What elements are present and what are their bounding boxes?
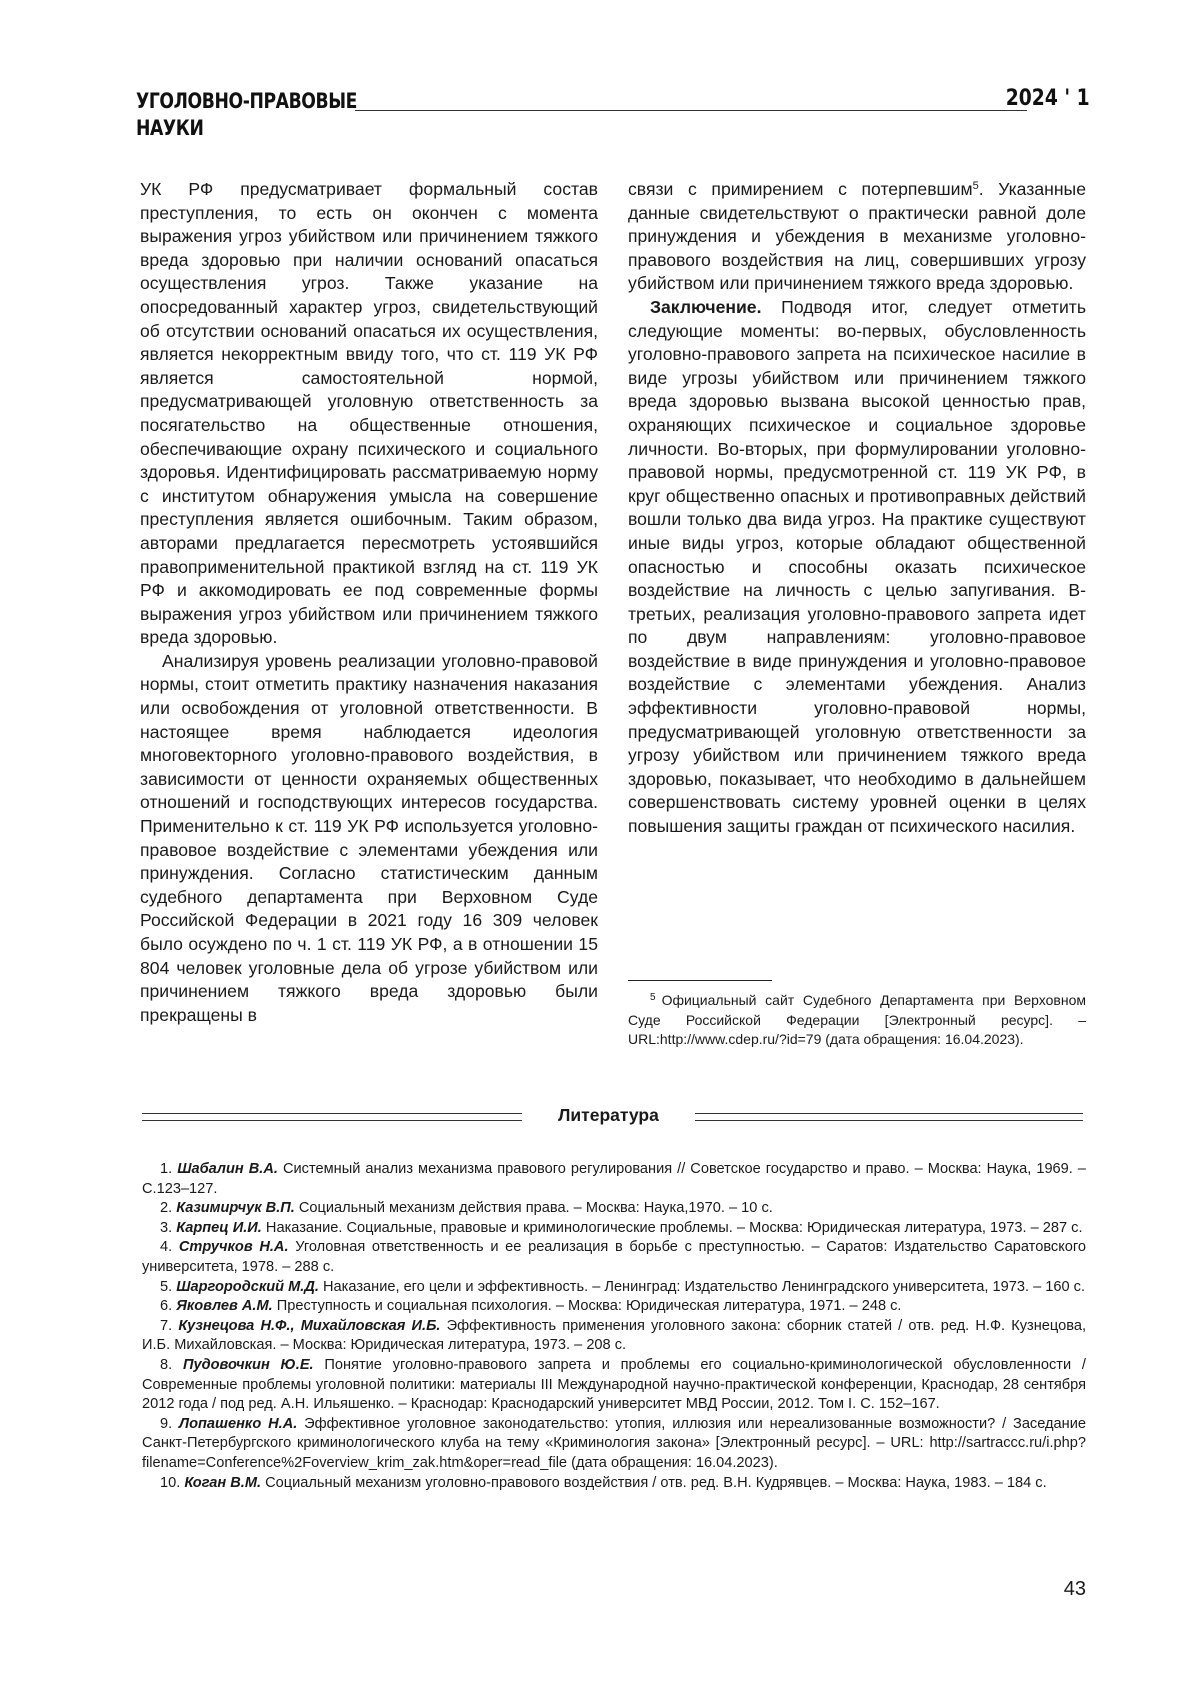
reference-number: 4. [160, 1239, 173, 1256]
right-paragraph-1-text: связи с примирением с потерпевшим [628, 179, 973, 199]
right-paragraph-1 [628, 178, 1086, 296]
right-column [628, 178, 1086, 839]
reference-item [142, 1199, 1086, 1219]
reference-number: 5. [160, 1278, 173, 1295]
header-rule [355, 110, 1027, 111]
reference-author: Шаргородский М.Д. [176, 1278, 319, 1295]
reference-text: Эффективность применения уголовного закона: сборник статей / отв. ред. Н.Ф. Кузнецова, И.Б. Михайловская. – Москва: Юридическая литература, 1973. – 208 с. [142, 1317, 1086, 1354]
section-title [136, 88, 357, 142]
reference-number: 6. [160, 1298, 173, 1315]
footnote-text: Официальный сайт Судебного Департамента при Верховном Суде Российской Федерации [Электронный ресурс]. – URL:http://www.cdep.ru/?id=79 (дата обращения: 16.04.2023). [628, 992, 1086, 1047]
footnote-number: 5 [650, 992, 656, 1003]
reference-item [142, 1415, 1086, 1474]
reference-item [142, 1317, 1086, 1356]
section-title-line2: НАУКИ [136, 116, 204, 140]
reference-author: Карпец И.И. [176, 1219, 262, 1236]
conclusion-lead: Заключение. [650, 296, 762, 317]
reference-author: Казимирчук В.П. [176, 1200, 295, 1217]
reference-text: Эффективное уголовное законодательство: утопия, иллюзия или нереализованные возможности? / Заседание Санкт-Петербургского криминологического клуба на тему «Криминология закона» [Электронный ресурс]. – URL: http://sartraccc.ru/i.php?filename=Conference%2Foverview_krim_zak.htm&oper=read_file (дата обращения: 16.04.2023). [142, 1415, 1086, 1471]
footnote-ref-5[interactable]: 5 [972, 180, 979, 192]
reference-item [142, 1160, 1086, 1199]
reference-text: Уголовная ответственность и ее реализация в борьбе с преступностью. – Саратов: Издательство Саратовского университета, 1978. – 288 с. [142, 1239, 1086, 1275]
reference-author: Пудовочкин Ю.Е. [182, 1356, 314, 1373]
reference-text: Преступность и социальная психология. – Москва: Юридическая литература, 1971. – 248 с. [272, 1298, 902, 1315]
reference-author: Яковлев А.М. [176, 1298, 273, 1315]
reference-item [142, 1238, 1086, 1277]
reference-item [142, 1474, 1086, 1494]
reference-author: Кузнецова Н.Ф., Михайловская И.Б. [178, 1317, 441, 1334]
footnote-rule [628, 980, 772, 981]
literature-bar-left [142, 1113, 522, 1121]
reference-item [142, 1356, 1086, 1415]
left-paragraph-2: Анализируя уровень реализации уголовно-правовой нормы, стоит отметить практику назначения наказания или освобождения от уголовной ответственности. В настоящее время наблюдается идеология многовекторного уголовно-правового воздействия, в зависимости от ценности охраняемых общественных отношений и господствующих интересов государства. Применительно к ст. 119 УК РФ используется уголовно-правовое воздействие с элементами убеждения или принуждения. Согласно статистическим данным судебного департамента при Верховном Суде Российской Федерации в 2021 году 16 309 человек было осуждено по ч. 1 ст. 119 УК РФ, а в отношении 15 804 человек уголовные дела об угрозе убийством или причинением тяжкого вреда здоровью были прекращены в [140, 650, 598, 1025]
reference-author: Коган В.М. [184, 1474, 262, 1491]
footnote [628, 988, 1086, 1050]
reference-text: Социальный механизм действия права. – Москва: Наука,1970. – 10 с. [294, 1200, 773, 1217]
reference-author: Шабалин В.А. [177, 1161, 278, 1177]
left-paragraph-1: УК РФ предусматривает формальный состав преступления, то есть он окончен с момента выражения угроз убийством или причинением тяжкого вреда здоровью при наличии оснований опасаться осуществления угроз. Также указание на опосредованный характер угроз, свидетельствующий об отсутствии оснований опасаться их осуществления, является некорректным ввиду того, что ст. 119 УК РФ является самостоятельной нормой, предусматривающей уголовную ответственность за посягательство на общественные отношения, обеспечивающие охрану психического и социального здоровья. Идентифицировать рассматриваемую норму с институтом обнаружения умысла на совершение преступления является ошибочным. Таким образом, авторами предлагается пересмотреть устоявшийся правоприменительной практикой взгляд на ст. 119 УК РФ и аккомодировать ее под современные формы выражения угроз убийством или причинением тяжкого вреда здоровью. [140, 179, 598, 648]
reference-author: Стручков Н.А. [178, 1239, 289, 1256]
literature-bar-right [695, 1113, 1083, 1121]
reference-number: 9. [160, 1415, 173, 1432]
reference-item [142, 1219, 1086, 1239]
reference-item [142, 1278, 1086, 1298]
right-paragraph-1-text-cont: . Указанные данные свидетельствуют о практически равной доле принуждения и убеждения в механизме уголовно-правового воздействия на лиц, совершивших угрозу убийством или причинением тяжкого вреда здоровью. [628, 179, 1086, 294]
reference-number: 3. [160, 1219, 173, 1236]
literature-title: Литература [558, 1105, 659, 1125]
reference-number: 8. [160, 1356, 173, 1373]
reference-item [142, 1297, 1086, 1317]
section-title-line1: УГОЛОВНО-ПРАВОВЫЕ [136, 89, 358, 113]
reference-author: Лопашенко Н.А. [179, 1415, 298, 1432]
reference-text: Наказание, его цели и эффективность. – Ленинград: Издательство Ленинградского университета, 1973. – 160 с. [318, 1278, 1086, 1295]
reference-number: 7. [160, 1317, 173, 1334]
reference-text: Системный анализ механизма правового регулирования // Советское государство и право. – Москва: Наука, 1969. – С.123–127. [142, 1161, 1086, 1197]
conclusion-paragraph [628, 296, 1086, 839]
conclusion-text: Подводя итог, следует отметить следующие моменты: во-первых, обусловленность уголовно-правового запрета на психическое насилие в виде угрозы убийством или причинением тяжкого вреда здоровью вызвана высокой ценностью прав, охраняющих психическое и социальное здоровье личности. Во-вторых, при формулировании уголовно-правовой нормы, предусмотренной ст. 119 УК РФ, в круг общественно опасных и противоправных действий вошли только два вида угроз. На практике существуют иные виды угроз, которые обладают общественной опасностью и способны оказать психическое воздействие на личность с целью запугивания. В-третьих, реализация уголовно-правового запрета идет по двум направлениям: уголовно-правовое воздействие в виде принуждения и уголовно-правовое воздействие с элементами убеждения. Анализ эффективности уголовно-правовой нормы, предусматривающей уголовную ответственности за угрозу убийством или причинением тяжкого вреда здоровью, показывает, что необходимо в дальнейшем совершенствовать систему уровней оценки в целях повышения защиты граждан от психического насилия. [628, 296, 1086, 837]
issue-number: 2024 ' 1 [1006, 86, 1090, 111]
reference-number: 1. [160, 1161, 173, 1177]
reference-number: 2. [160, 1200, 173, 1217]
reference-text: Социальный механизм уголовно-правового воздействия / отв. ред. В.Н. Кудрявцев. – Москва: Наука, 1983. – 184 с. [261, 1474, 1047, 1491]
reference-text: Наказание. Социальные, правовые и криминологические проблемы. – Москва: Юридическая литература, 1973. – 287 с. [261, 1219, 1083, 1236]
reference-number: 10. [160, 1474, 181, 1491]
page-number: 43 [1063, 1578, 1086, 1600]
reference-text: Понятие уголовно-правового запрета и проблемы его социально-криминологической обусловленности / Современные проблемы уголовной политики: материалы III Международной научно-практической конференции, Краснодар, 28 сентября 2012 года / под ред. А.Н. Ильяшенко. – Краснодар: Краснодарский университет МВД России, 2012. Том I. С. 152–167. [142, 1356, 1086, 1413]
reference-list [142, 1160, 1086, 1493]
left-column [140, 178, 598, 1027]
